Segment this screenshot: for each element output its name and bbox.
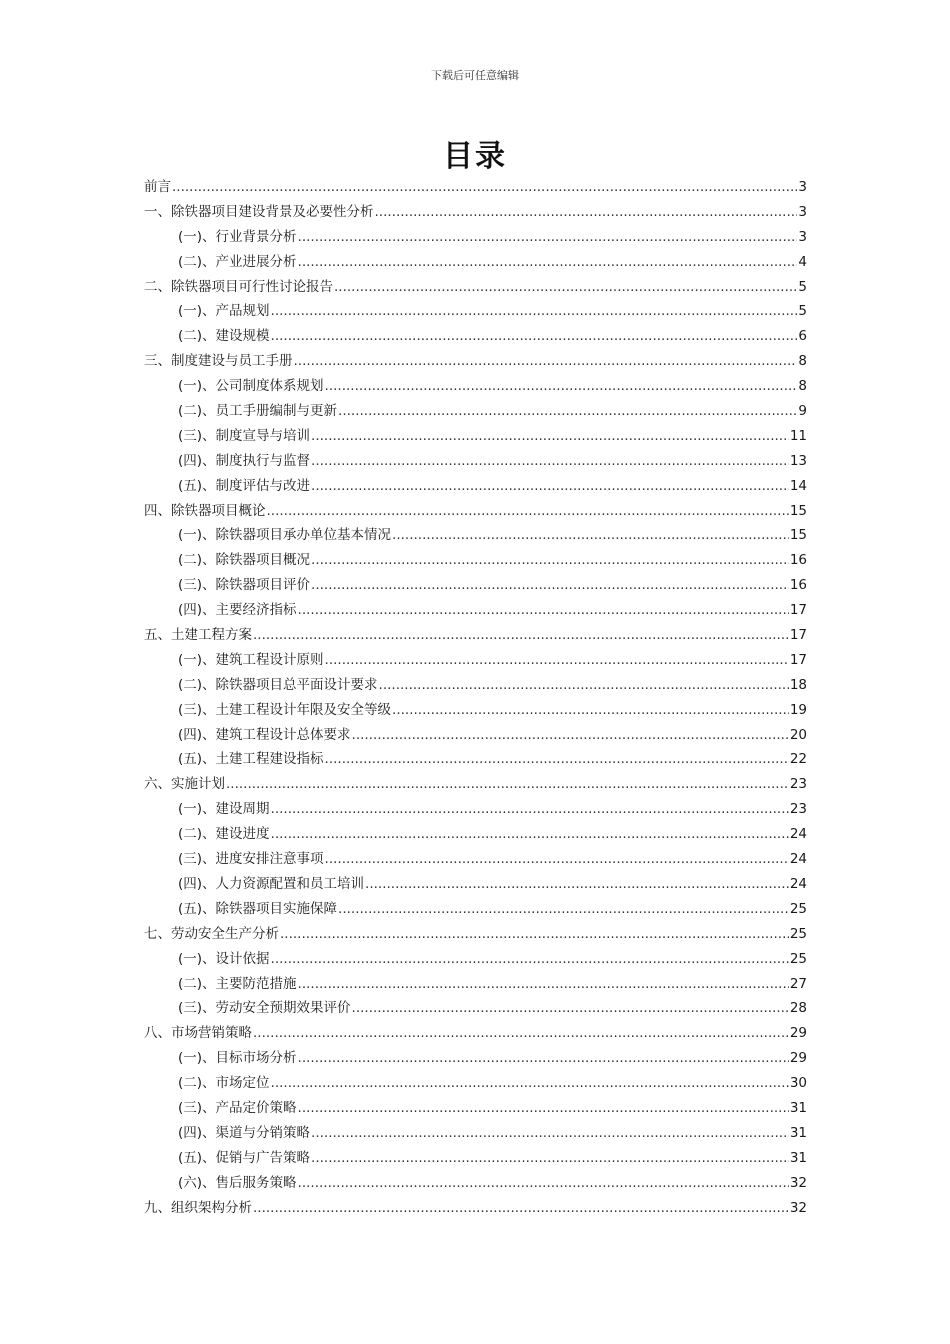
- toc-entry[interactable]: [144, 723, 807, 748]
- toc-dot-leader: [365, 872, 789, 897]
- toc-dot-leader: [325, 847, 789, 872]
- toc-entry-label: (二)、建设进度: [178, 826, 270, 843]
- toc-dot-leader: [267, 499, 789, 524]
- toc-dot-leader: [226, 772, 789, 797]
- toc-entry-label: (一)、除铁器项目承办单位基本情况: [178, 527, 392, 544]
- toc-entry[interactable]: [144, 872, 807, 897]
- toc-entry-page: 9: [798, 403, 807, 420]
- toc-title: 目录: [443, 139, 507, 174]
- toc-dot-leader: [379, 673, 789, 698]
- toc-entry-label: (三)、制度宣导与培训: [178, 427, 311, 444]
- toc-entry[interactable]: [144, 474, 807, 499]
- toc-entry[interactable]: [144, 1171, 807, 1196]
- toc-entry[interactable]: [144, 523, 807, 548]
- toc-entry[interactable]: [144, 1146, 807, 1171]
- toc-entry-page: 30: [789, 1075, 807, 1092]
- toc-entry-label: (一)、目标市场分析: [178, 1050, 297, 1067]
- toc-entry-page: 27: [789, 975, 807, 992]
- toc-entry[interactable]: [144, 374, 807, 399]
- toc-entry[interactable]: [144, 996, 807, 1021]
- toc-entry-page: 24: [789, 826, 807, 843]
- toc-entry-label: (四)、主要经济指标: [178, 602, 297, 619]
- toc-entry-label: (一)、公司制度体系规划: [178, 378, 324, 395]
- toc-dot-leader: [271, 299, 798, 324]
- toc-dot-leader: [311, 424, 789, 449]
- table-of-contents: [144, 175, 807, 1220]
- toc-entry-page: 24: [789, 875, 807, 892]
- toc-dot-leader: [325, 648, 789, 673]
- toc-entry-page: 8: [798, 378, 807, 395]
- toc-entry-label: (五)、除铁器项目实施保障: [178, 900, 338, 917]
- toc-entry-label: (四)、制度执行与监督: [178, 452, 311, 469]
- toc-entry[interactable]: [144, 548, 807, 573]
- toc-entry[interactable]: [144, 1196, 807, 1221]
- toc-entry[interactable]: [144, 747, 807, 772]
- toc-entry-page: 16: [789, 552, 807, 569]
- toc-entry-page: 15: [789, 502, 807, 519]
- toc-entry-label: (二)、产业进展分析: [178, 253, 297, 270]
- toc-entry-page: 6: [798, 328, 807, 345]
- toc-dot-leader: [392, 523, 789, 548]
- toc-entry-page: 11: [789, 427, 807, 444]
- toc-entry[interactable]: [144, 623, 807, 648]
- toc-dot-leader: [253, 623, 789, 648]
- toc-entry-label: (二)、建设规模: [178, 328, 270, 345]
- toc-entry[interactable]: [144, 499, 807, 524]
- toc-entry[interactable]: [144, 648, 807, 673]
- toc-entry[interactable]: [144, 673, 807, 698]
- toc-entry[interactable]: [144, 225, 807, 250]
- toc-dot-leader: [271, 947, 789, 972]
- toc-entry-page: 17: [789, 602, 807, 619]
- toc-dot-leader: [311, 1121, 789, 1146]
- toc-entry[interactable]: [144, 1071, 807, 1096]
- toc-entry-label: (一)、建筑工程设计原则: [178, 651, 324, 668]
- toc-dot-leader: [298, 598, 789, 623]
- toc-entry-label: 二、除铁器项目可行性讨论报告: [144, 278, 333, 295]
- toc-entry-label: (五)、促销与广告策略: [178, 1149, 311, 1166]
- toc-entry-page: 3: [798, 203, 807, 220]
- page-header: 下载后可任意编辑: [431, 69, 519, 82]
- toc-entry-label: (三)、除铁器项目评价: [178, 577, 311, 594]
- toc-entry[interactable]: [144, 822, 807, 847]
- toc-entry-page: 8: [798, 353, 807, 370]
- toc-dot-leader: [253, 1196, 789, 1221]
- toc-dot-leader: [338, 897, 789, 922]
- toc-entry[interactable]: [144, 399, 807, 424]
- toc-entry-label: (一)、建设周期: [178, 801, 270, 818]
- toc-dot-leader: [298, 225, 798, 250]
- toc-dot-leader: [375, 200, 798, 225]
- toc-entry-label: (四)、人力资源配置和员工培训: [178, 875, 365, 892]
- toc-dot-leader: [325, 374, 798, 399]
- toc-entry-label: (一)、行业背景分析: [178, 228, 297, 245]
- toc-entry-label: (三)、劳动安全预期效果评价: [178, 1000, 351, 1017]
- toc-entry[interactable]: [144, 897, 807, 922]
- toc-entry-label: 前言: [144, 179, 171, 195]
- toc-entry-page: 3: [798, 179, 807, 195]
- toc-entry-page: 32: [789, 1174, 807, 1191]
- toc-entry-page: 13: [789, 452, 807, 469]
- toc-entry-page: 29: [789, 1025, 807, 1042]
- toc-entry[interactable]: [144, 847, 807, 872]
- toc-dot-leader: [311, 474, 789, 499]
- toc-dot-leader: [294, 349, 798, 374]
- toc-entry-label: 九、组织架构分析: [144, 1199, 252, 1216]
- toc-entry-label: (一)、设计依据: [178, 950, 270, 967]
- toc-entry[interactable]: [144, 175, 807, 200]
- toc-entry[interactable]: [144, 349, 807, 374]
- toc-dot-leader: [298, 250, 798, 275]
- toc-entry-label: 一、除铁器项目建设背景及必要性分析: [144, 203, 374, 220]
- toc-entry-label: 八、市场营销策略: [144, 1025, 252, 1042]
- toc-entry[interactable]: [144, 922, 807, 947]
- toc-entry[interactable]: [144, 573, 807, 598]
- toc-entry-label: (五)、土建工程建设指标: [178, 751, 324, 768]
- toc-dot-leader: [334, 275, 797, 300]
- toc-entry[interactable]: [144, 1121, 807, 1146]
- toc-entry-page: 28: [789, 1000, 807, 1017]
- toc-entry-page: 31: [789, 1124, 807, 1141]
- toc-dot-leader: [298, 1046, 789, 1071]
- toc-dot-leader: [311, 1146, 789, 1171]
- toc-entry-page: 14: [789, 477, 807, 494]
- toc-entry-page: 19: [789, 701, 807, 718]
- toc-entry-page: 24: [789, 851, 807, 868]
- toc-dot-leader: [338, 399, 797, 424]
- toc-entry-page: 18: [789, 676, 807, 693]
- toc-entry-label: (二)、除铁器项目概况: [178, 552, 311, 569]
- toc-entry-page: 5: [798, 278, 807, 295]
- toc-entry-label: (四)、渠道与分销策略: [178, 1124, 311, 1141]
- toc-dot-leader: [311, 449, 789, 474]
- toc-entry[interactable]: [144, 275, 807, 300]
- toc-entry-label: (四)、建筑工程设计总体要求: [178, 726, 351, 743]
- toc-entry-label: (二)、员工手册编制与更新: [178, 403, 338, 420]
- toc-entry-page: 5: [798, 303, 807, 320]
- toc-entry-page: 31: [789, 1099, 807, 1116]
- toc-entry[interactable]: [144, 449, 807, 474]
- toc-dot-leader: [271, 324, 798, 349]
- toc-entry-label: (二)、除铁器项目总平面设计要求: [178, 676, 378, 693]
- toc-entry-page: 22: [789, 751, 807, 768]
- toc-entry[interactable]: [144, 1096, 807, 1121]
- toc-entry-page: 17: [789, 627, 807, 644]
- toc-dot-leader: [392, 698, 789, 723]
- toc-entry-label: 七、劳动安全生产分析: [144, 925, 279, 942]
- toc-entry[interactable]: [144, 947, 807, 972]
- toc-entry[interactable]: [144, 299, 807, 324]
- toc-entry-label: (二)、市场定位: [178, 1075, 270, 1092]
- toc-dot-leader: [172, 175, 797, 200]
- toc-entry[interactable]: [144, 698, 807, 723]
- toc-entry-label: 五、土建工程方案: [144, 627, 252, 644]
- toc-entry-page: 32: [789, 1199, 807, 1216]
- toc-dot-leader: [271, 822, 789, 847]
- toc-entry-page: 15: [789, 527, 807, 544]
- toc-entry[interactable]: [144, 1021, 807, 1046]
- toc-entry-label: (三)、产品定价策略: [178, 1099, 297, 1116]
- toc-entry[interactable]: [144, 797, 807, 822]
- toc-entry-page: 20: [789, 726, 807, 743]
- toc-entry-page: 29: [789, 1050, 807, 1067]
- toc-dot-leader: [298, 1096, 789, 1121]
- toc-dot-leader: [352, 996, 789, 1021]
- toc-entry-page: 25: [789, 950, 807, 967]
- toc-entry-label: (六)、售后服务策略: [178, 1174, 297, 1191]
- toc-entry[interactable]: [144, 200, 807, 225]
- toc-entry-page: 4: [798, 253, 807, 270]
- toc-entry[interactable]: [144, 324, 807, 349]
- toc-dot-leader: [280, 922, 789, 947]
- toc-dot-leader: [325, 747, 789, 772]
- toc-entry-page: 25: [789, 900, 807, 917]
- toc-dot-leader: [298, 1171, 789, 1196]
- toc-entry[interactable]: [144, 772, 807, 797]
- toc-entry-label: (三)、土建工程设计年限及安全等级: [178, 701, 392, 718]
- toc-entry[interactable]: [144, 424, 807, 449]
- toc-dot-leader: [271, 797, 789, 822]
- toc-entry-label: (三)、进度安排注意事项: [178, 851, 324, 868]
- toc-entry[interactable]: [144, 598, 807, 623]
- toc-entry-label: (二)、主要防范措施: [178, 975, 297, 992]
- toc-entry-page: 3: [798, 228, 807, 245]
- toc-dot-leader: [311, 573, 789, 598]
- toc-entry-label: 六、实施计划: [144, 776, 225, 793]
- toc-entry-page: 16: [789, 577, 807, 594]
- toc-entry-label: (五)、制度评估与改进: [178, 477, 311, 494]
- toc-dot-leader: [253, 1021, 789, 1046]
- toc-entry-page: 23: [789, 801, 807, 818]
- toc-entry-page: 17: [789, 651, 807, 668]
- toc-dot-leader: [298, 972, 789, 997]
- toc-entry-page: 25: [789, 925, 807, 942]
- toc-dot-leader: [271, 1071, 789, 1096]
- toc-dot-leader: [352, 723, 789, 748]
- toc-entry-label: 四、除铁器项目概论: [144, 502, 266, 519]
- toc-entry-page: 23: [789, 776, 807, 793]
- toc-entry[interactable]: [144, 250, 807, 275]
- toc-entry-label: 三、制度建设与员工手册: [144, 353, 293, 370]
- toc-entry-label: (一)、产品规划: [178, 303, 270, 320]
- toc-entry[interactable]: [144, 972, 807, 997]
- toc-dot-leader: [311, 548, 789, 573]
- toc-entry[interactable]: [144, 1046, 807, 1071]
- toc-entry-page: 31: [789, 1149, 807, 1166]
